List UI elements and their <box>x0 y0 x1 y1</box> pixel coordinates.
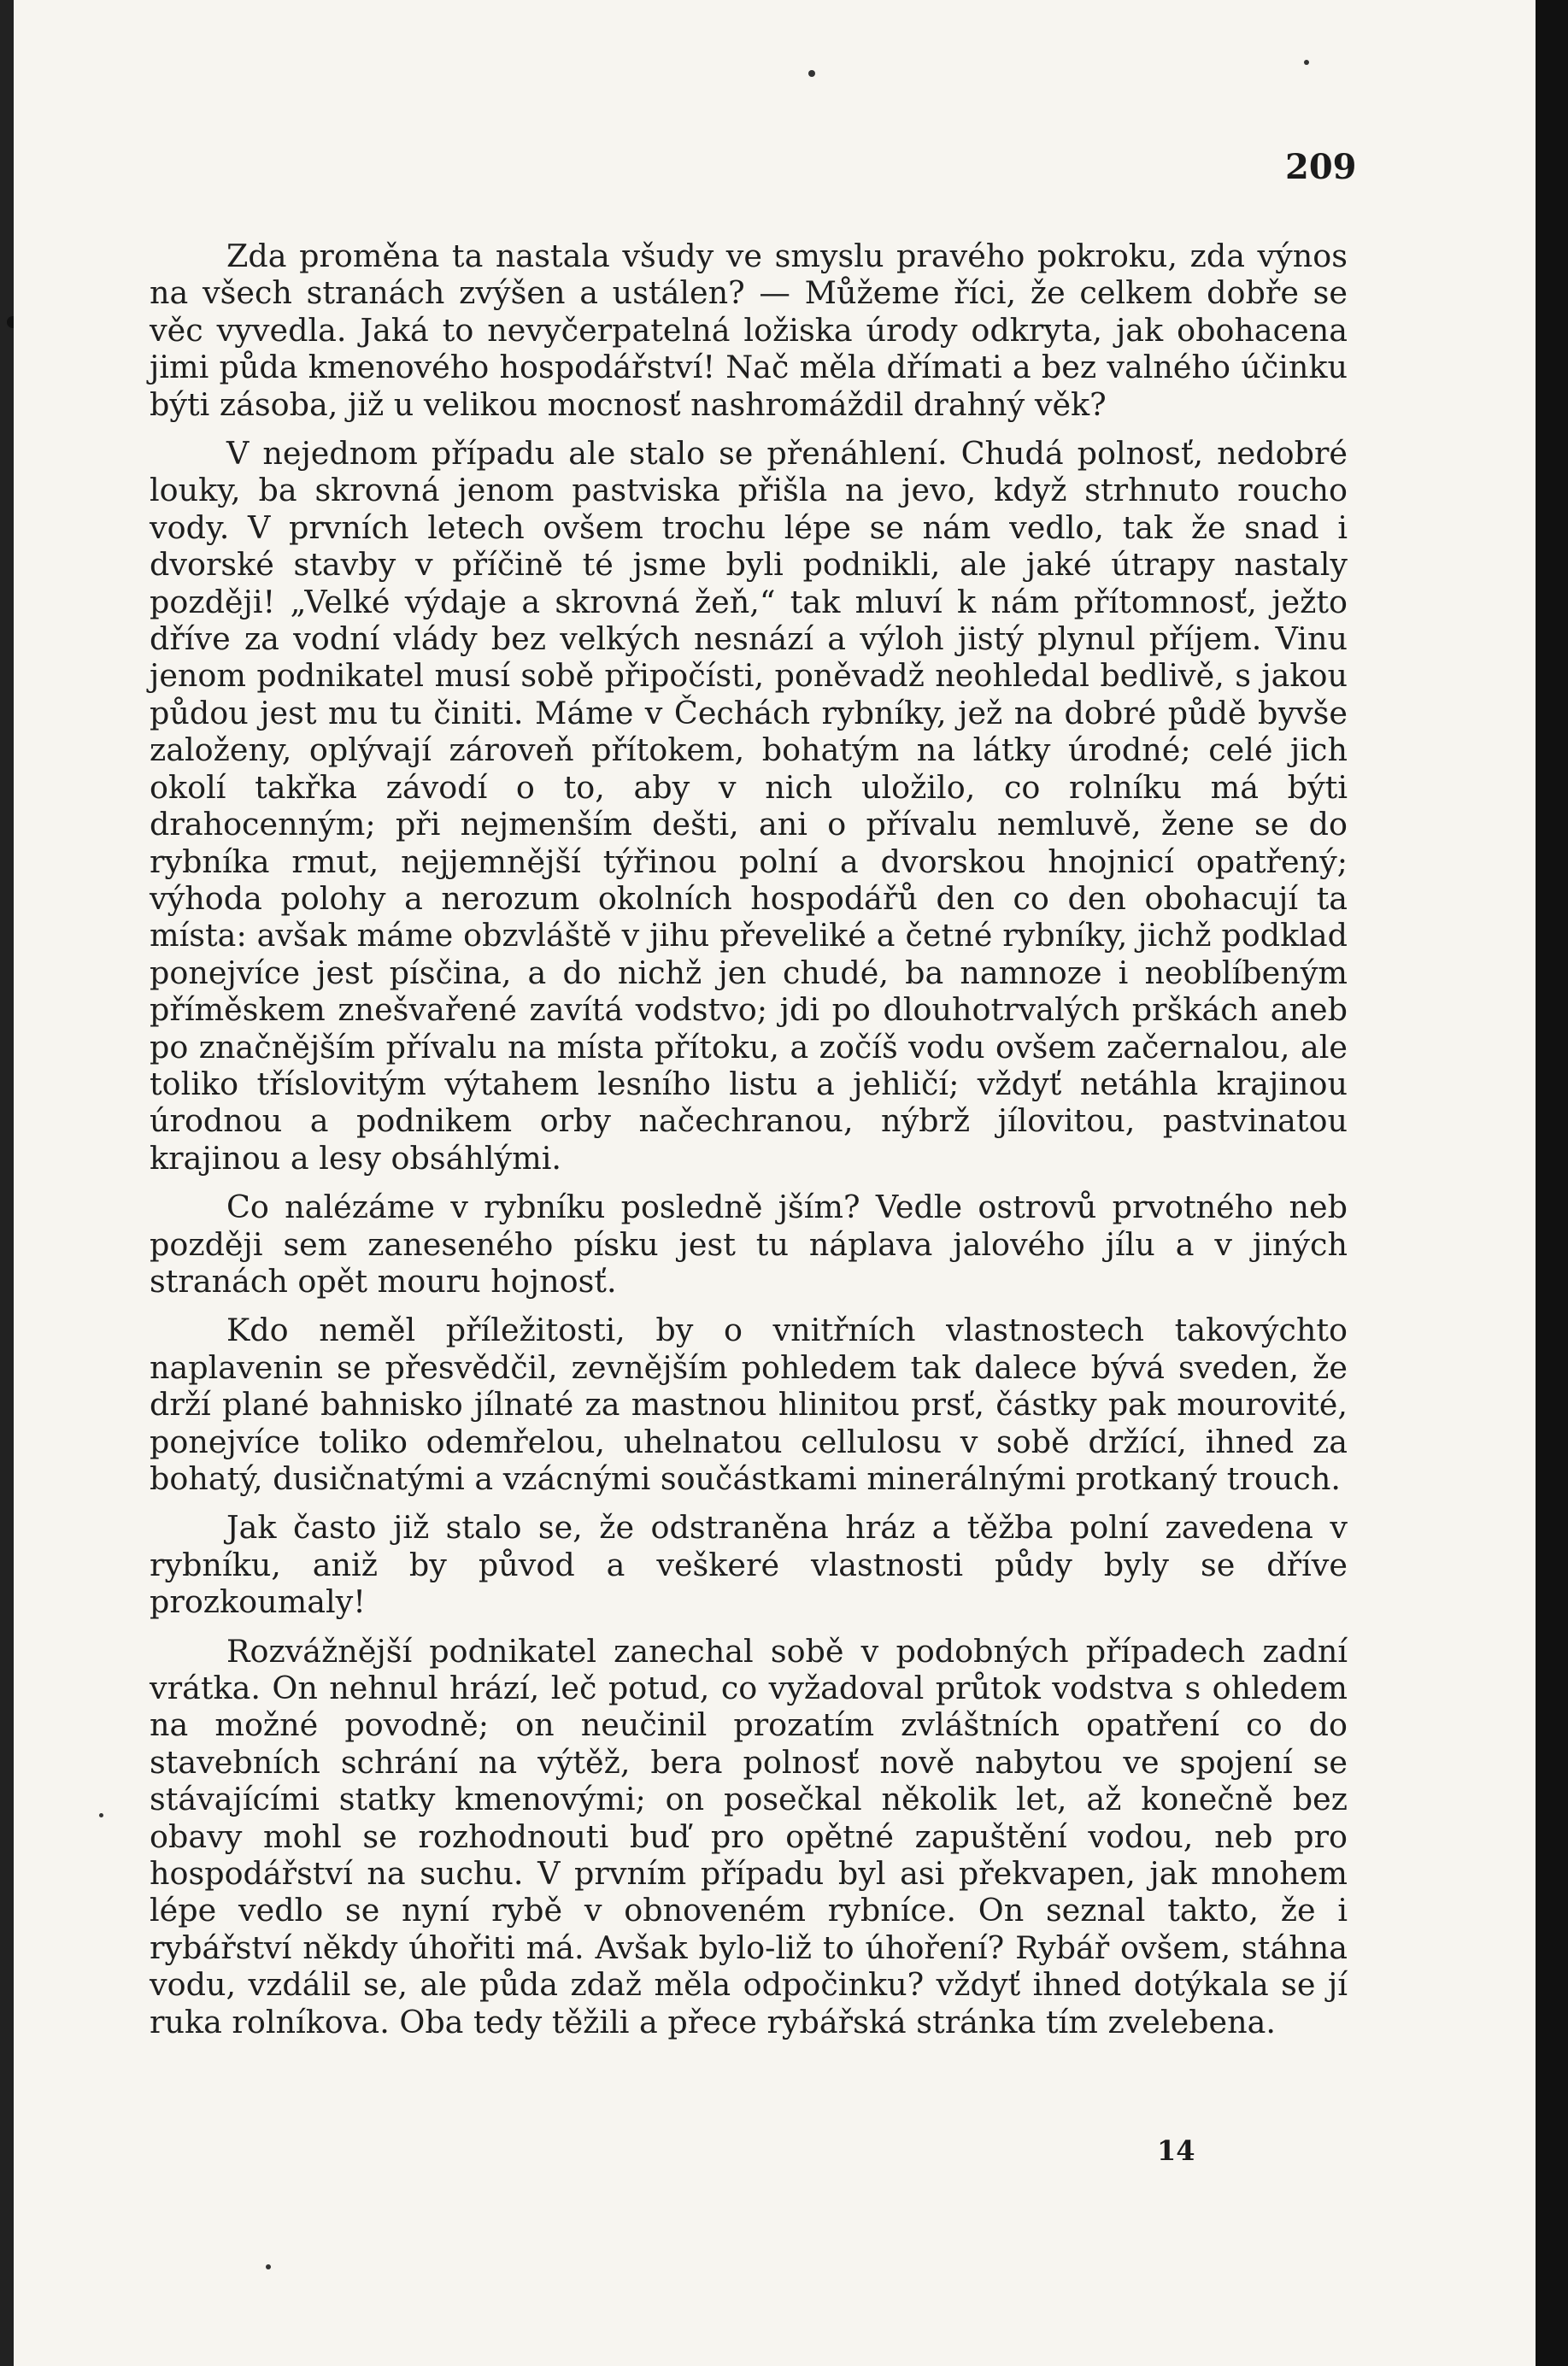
paragraph-6: Rozvážnější podnikatel zanechal sobě v podobných případech zadní vrátka. On nehnul hrází, leč potud, co vyžadoval průtok vodstva s ohledem na možné povodně; on neučinil prozatím zvláštních opatření co do stavebních schrání na výtěž, bera polnosť nově nabytou ve spojení se stávajícími statky kmenovými; on posečkal několik let, až konečně bez obavy mohl se rozhodnouti buď pro opětné zapuštění vodou, neb pro hospodářství na suchu. V prvním případu byl asi překvapen, jak mnohem lépe vedlo se nyní rybě v obnoveném rybníce. On seznal takto, že i rybářství někdy úhořiti má. Avšak bylo-liž to úhoření? Rybář ovšem, stáhna vodu, vzdálil se, ale půda zdaž měla odpočinku? vždyť ihned dotýkala se jí ruka rolníkova. Oba tedy těžili a přece rybářská stránka tím zvelebena. <box>150 1632 1348 2040</box>
book-page <box>14 0 1536 2366</box>
paragraph-4: Kdo neměl příležitosti, by o vnitřních vlastnostech takovýchto naplavenin se přesvědčil, zevnějším pohledem tak dalece bývá sveden, že drží plané bahnisko jílnaté za mastnou hlinitou prsť, částky pak mourovité, ponejvíce toliko odemřelou, uhelnatou cellulosu v sobě držící, ihned za bohatý, dusičnatými a vzácnými součástkami minerálnými protkaný trouch. <box>150 1312 1348 1497</box>
paragraph-2: V nejednom případu ale stalo se přenáhlení. Chudá polnosť, nedobré louky, ba skrovná jenom pastviska přišla na jevo, když strhnuto roucho vody. V prvních letech ovšem trochu lépe se nám vedlo, tak že snad i dvorské stavby v příčině té jsme byli podnikli, ale jaké útrapy nastaly později! „Velké výdaje a skrovná žeň,“ tak mluví k nám přítomnosť, ježto dříve za vodní vlády bez velkých nesnází a výloh jistý plynul příjem. Vinu jenom podnikatel musí sobě připočísti, poněvadž neohledal bedlivě, s jakou půdou jest mu tu činiti. Máme v Čechách rybníky, jež na dobré půdě byvše založeny, oplývají zároveň přítokem, bohatým na látky úrodné; celé jich okolí takřka závodí o to, aby v nich uložilo, co rolníku má býti drahocenným; při nejmenším dešti, ani o přívalu nemluvě, žene se do rybníka rmut, nejjemnější týřinou polní a dvorskou hnojnicí opatřený; výhoda polohy a nerozum okolních hospodářů den co den obohacují ta místa: avšak máme obzvláště v jihu převeliké a četné rybníky, jichž podklad ponejvíce jest písčina, a do nichž jen chudé, ba namnoze i neoblíbeným příměskem znešvařené zavítá vodstvo; jdi po dlouhotrvalých prškách aneb po značnějším přívalu na místa přítoku, a zočíš vodu ovšem začernalou, ale toliko tříslovitým výtahem lesního listu a jehličí; vždyť netáhla krajinou úrodnou a podnikem orby načechranou, nýbrž jílovitou, pastvinatou krajinou a lesy obsáhlými. <box>150 435 1348 1177</box>
scan-speck <box>1304 60 1309 65</box>
left-page-edge <box>0 0 14 2366</box>
scan-speck <box>266 2264 271 2269</box>
paragraph-5: Jak často již stalo se, že odstraněna hráz a těžba polní zavedena v rybníku, aniž by původ a veškeré vlastnosti půdy byly se dříve prozkoumaly! <box>150 1509 1348 1621</box>
paragraph-1: Zda proměna ta nastala všudy ve smyslu pravého pokroku, zda výnos na všech stranách zvýšen a ustálen? — Můžeme říci, že celkem dobře se věc vyvedla. Jaká to nevyčerpatelná ložiska úrody odkryta, jak obohacena jimi půda kmenového hospodářství! Nač měla dřímati a bez valného účinku býti zásoba, již u velikou mocnosť nashromáždil drahný věk? <box>150 238 1348 423</box>
scan-speck <box>808 70 815 77</box>
body-text <box>150 238 1348 2052</box>
right-page-edge <box>1536 0 1568 2366</box>
scan-speck <box>99 1813 103 1817</box>
signature-mark: 14 <box>1157 2134 1195 2167</box>
page-number: 209 <box>1285 147 1357 187</box>
paragraph-3: Co nalézáme v rybníku posledně jším? Vedle ostrovů prvotného neb později sem zaneseného písku jest tu náplava jalového jílu a v jiných stranách opět mouru hojnosť. <box>150 1189 1348 1300</box>
